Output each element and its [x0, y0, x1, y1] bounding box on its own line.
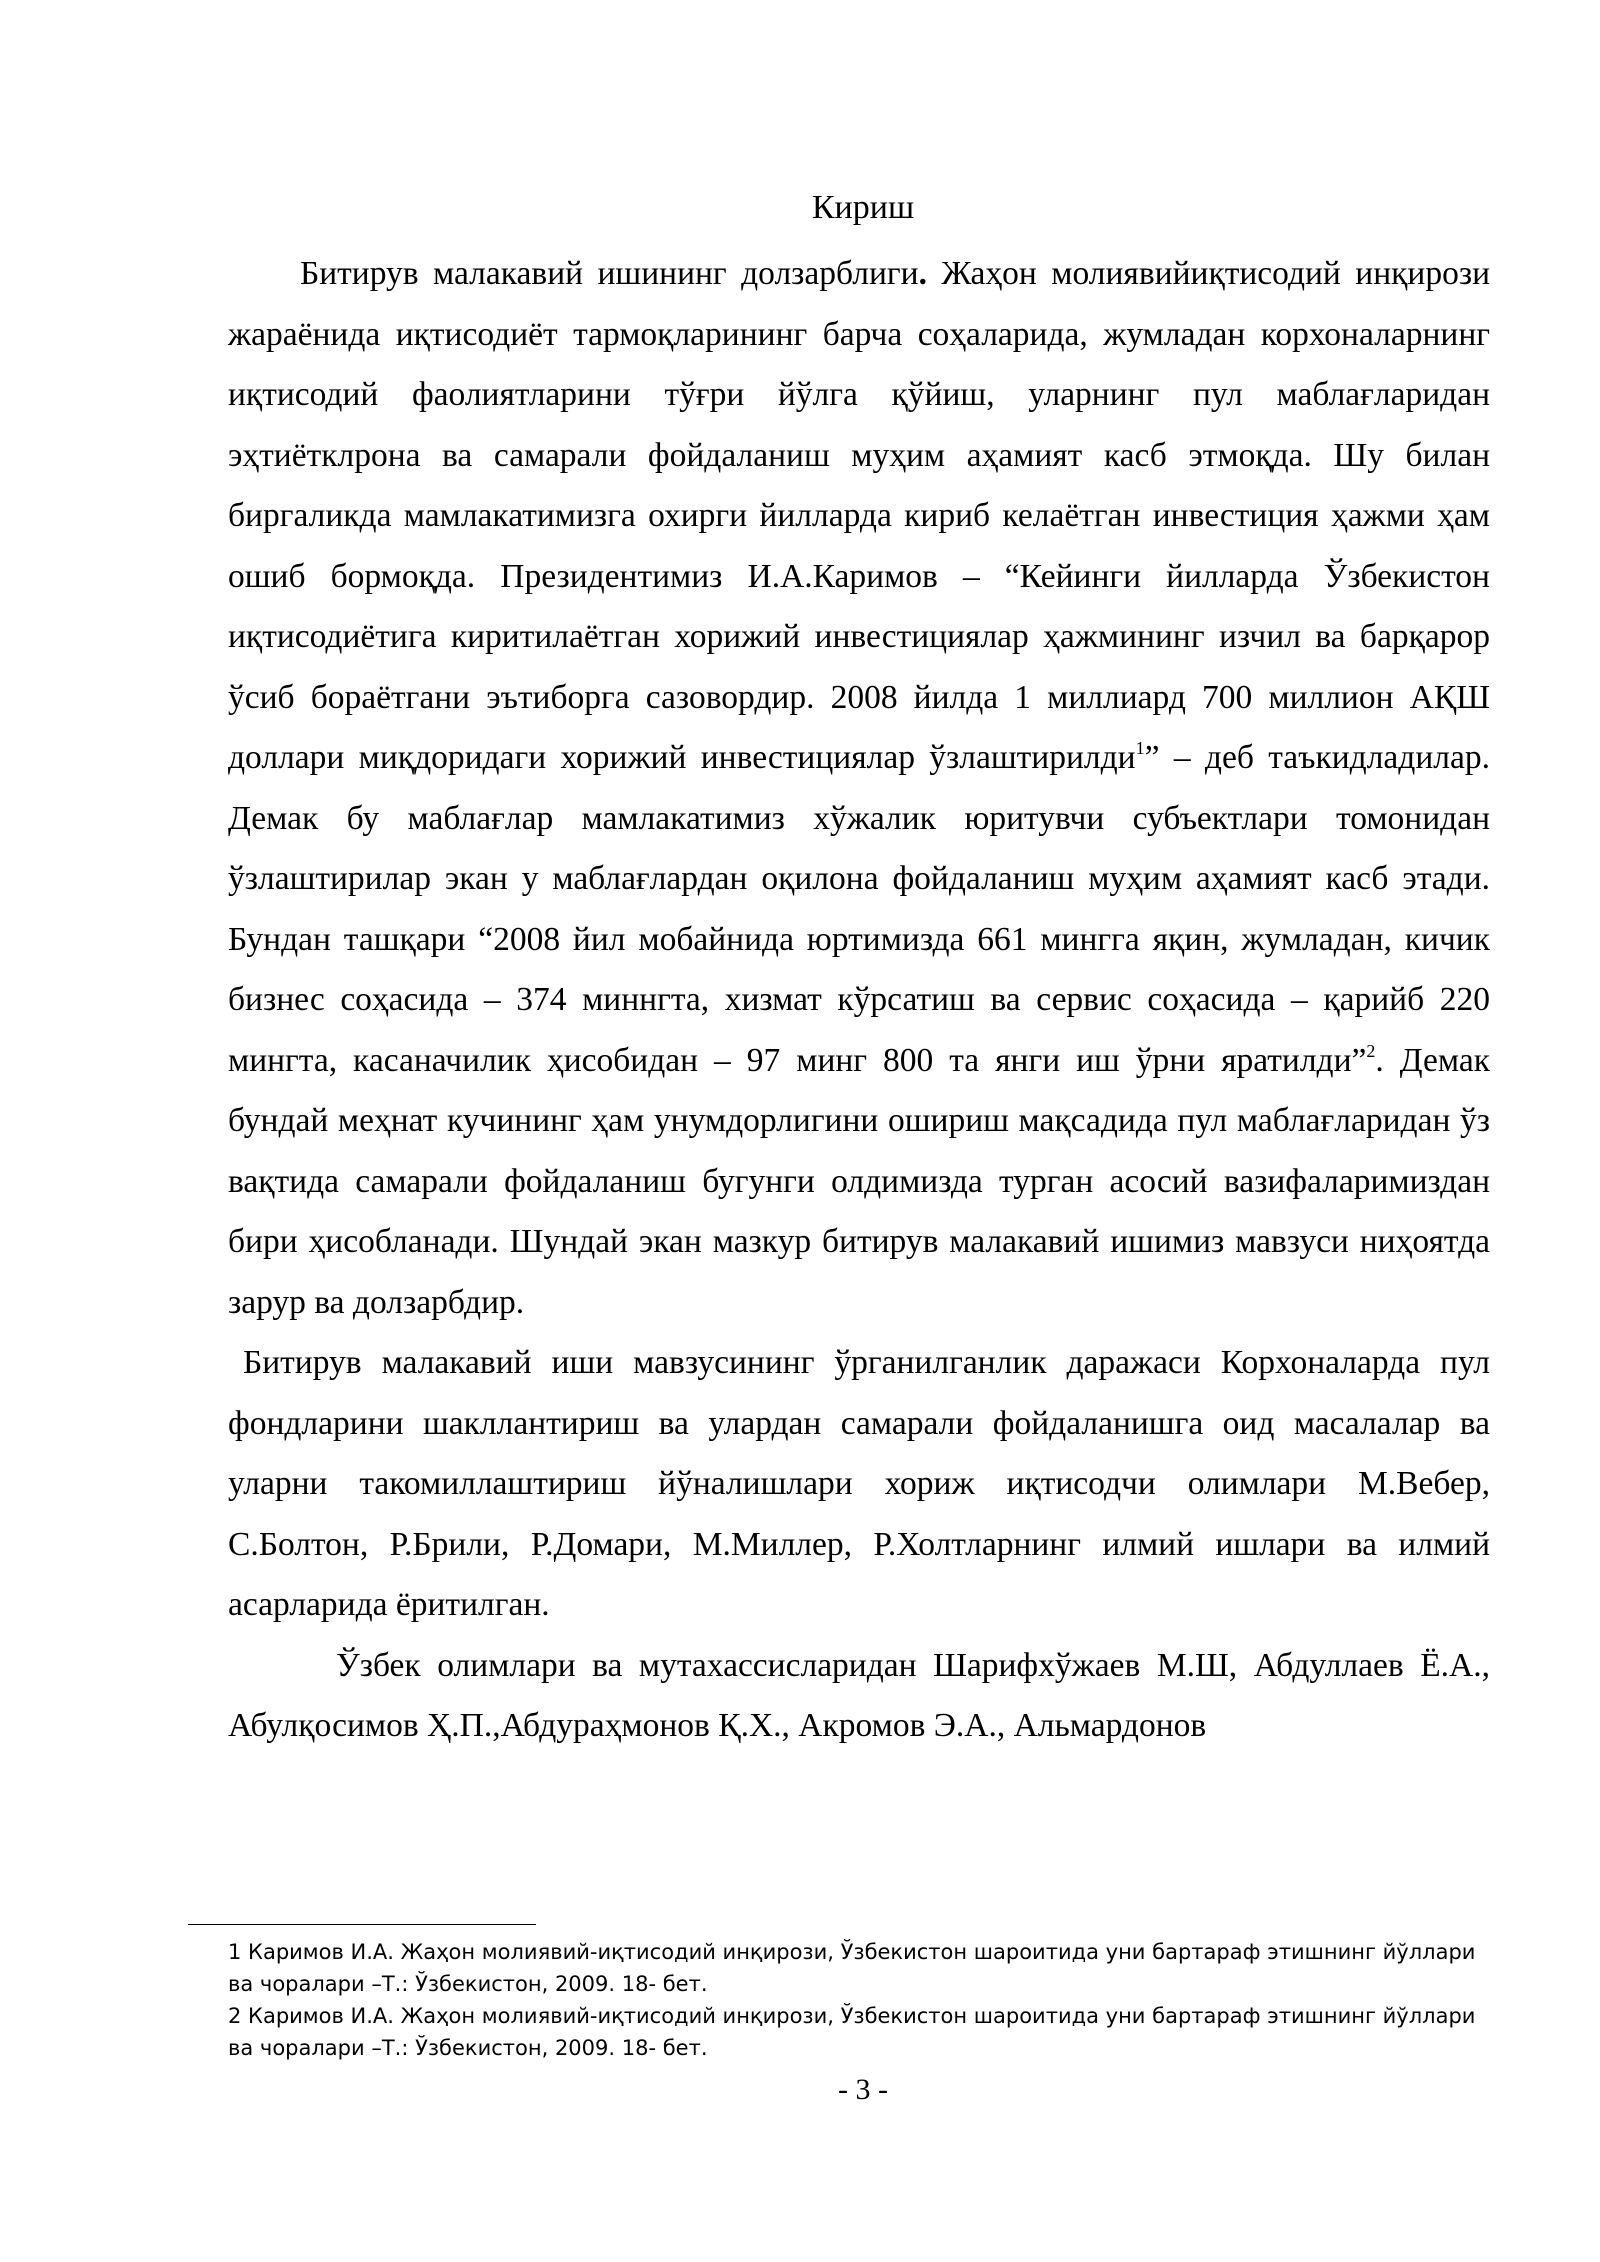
footnote-ref-1[interactable]: 1	[1135, 738, 1145, 758]
relevance-lead: Битирув малакавий ишининг долзарблиги	[300, 255, 919, 292]
paragraph-relevance-text-c: . Демак бундай меҳнат кучининг ҳам унумдорлигини ошириш мақсадида пул маблағларидан ўз вақтида самарали фойдаланиш бугунги олдимизда турган асосий вазифаларимиздан бири ҳисобланади. Шундай экан мазкур битирув малакавий ишимиз мавзуси ниҳоятда зарур ва долзарбдир.	[228, 1041, 1490, 1321]
footnote-2: 2 Каримов И.А. Жаҳон молиявий-иқтисодий инқирози, Ўзбекистон шароитида уни бартараф этишнинг йўллари ва чоралари –Т.: Ўзбекистон, 2009. 18- бет.	[228, 2004, 1476, 2060]
body-text	[228, 244, 1490, 1757]
paragraph-relevance	[228, 244, 1490, 1333]
paragraph-relevance-text-a: Жаҳон молиявийиқтисодий инқирози жараёнида иқтисодиёт тармоқларининг барча соҳаларида, жумладан корхоналарнинг иқтисодий фаолиятларини тўғри йўлга қўйиш, уларнинг пул маблағларидан эҳтиётклрона ва самарали фойдаланиш муҳим аҳамият касб этмоқда. Шу билан биргаликда мамлакатимизга охирги йилларда кириб келаётган инвестиция ҳажми ҳам ошиб бормоқда. Президентимиз И.А.Каримов – “Кейинги йилларда Ўзбекистон иқтисодиётига киритилаётган хорижий инвестициялар ҳажмининг изчил ва барқарор ўсиб бораётгани эътиборга сазовордир. 2008 йилда 1 миллиард 700 миллион АҚШ доллари миқдоридаги хорижий инвестициялар ўзлаштирилди	[228, 255, 1490, 776]
paragraph-study-degree: Битирув малакавий иши мавзусининг ўрганилганлик даражаси Корхоналарда пул фондларини шакллантириш ва улардан самарали фойдаланишга оид масалалар ва уларни такомиллаштириш йўналишлари хориж иқтисодчи олимлари М.Вебер, С.Болтон, Р.Брили, Р.Домари, М.Миллер, Р.Холтларнинг илмий ишлари ва илмий асарларида ёритилган.	[228, 1344, 1490, 1623]
footnotes	[228, 1936, 1490, 2064]
relevance-lead-mark: .	[918, 255, 927, 292]
footnote-1: 1 Каримов И.А. Жаҳон молиявий-иқтисодий инқирози, Ўзбекистон шароитида уни бартараф этишнинг йўллари ва чоралари –Т.: Ўзбекистон, 2009. 18- бет.	[228, 1940, 1476, 1996]
section-title: Кириш	[811, 189, 915, 226]
footnote-separator	[188, 1924, 536, 1925]
paragraph-relevance-text-b: ” – деб таъкидладилар. Демак бу маблағлар мамлакатимиз хўжалик юритувчи субъектлари томонидан ўзлаштирилар экан у маблағлардан оқилона фойдаланиш муҳим аҳамият касб этади. Бундан ташқари “2008 йил мобайнида юртимизда 661 мингга яқин, жумладан, кичик бизнес соҳасида – 374 миннгта, хизмат кўрсатиш ва сервис соҳасида – қарийб 220 мингта, касаначилик ҳисобидан – 97 минг 800 та янги иш ўрни яратилди”	[228, 739, 1490, 1079]
page-number: - 3 -	[838, 2073, 888, 2106]
paragraph-uzbek-scholars: Ўзбек олимлари ва мутахассисларидан Шарифхўжаев М.Ш, Абдуллаев Ё.А., Абулқосимов Ҳ.П.,Абдураҳмонов Қ.Х., Акромов Э.А., Альмардонов	[228, 1646, 1490, 1744]
footnote-ref-2[interactable]: 2	[1366, 1040, 1376, 1061]
